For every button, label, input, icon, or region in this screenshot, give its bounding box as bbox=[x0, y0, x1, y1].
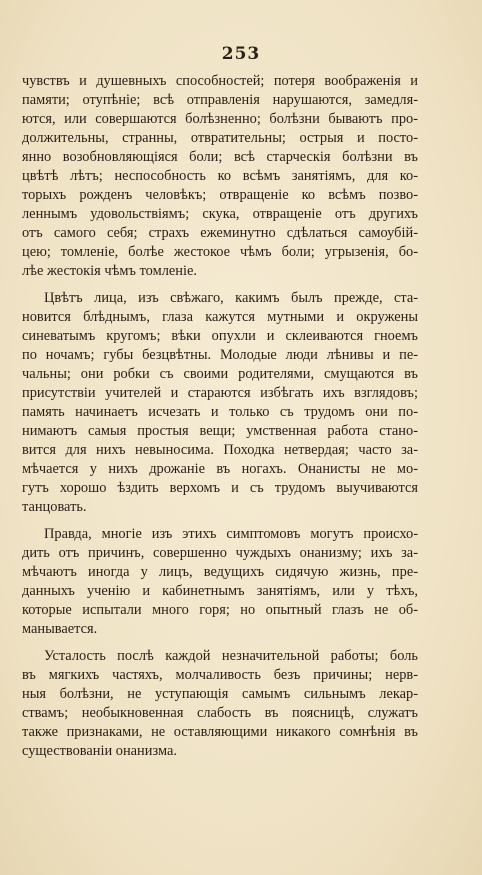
paragraph bbox=[22, 289, 418, 517]
text-line: нимаютъ самыя простыя вещи; умственная работа стано- bbox=[22, 423, 418, 439]
text-line: гутъ хорошо ѣздить верхомъ и съ трудомъ выучиваются bbox=[22, 480, 418, 496]
paragraph bbox=[22, 525, 418, 639]
body-text bbox=[22, 72, 418, 761]
text-line: мѣчаютъ иногда у лицъ, ведущихъ сидячую жизнь, пре- bbox=[22, 564, 418, 580]
text-line: цею; томленіе, болѣе жестокое чѣмъ боли; угрызенія, бо- bbox=[22, 244, 418, 260]
text-line: памяти; отупѣніе; всѣ отправленія нарушаются, замедля- bbox=[22, 92, 418, 108]
page-number: 253 bbox=[221, 44, 261, 64]
text-line: присутствіи учителей и стараются избѣгать ихъ взглядовъ; bbox=[22, 385, 418, 401]
text-line: янно возобновляющіяся боли; всѣ старческія болѣзни въ bbox=[22, 149, 418, 165]
text-line: цвѣтѣ лѣтъ; неспособность ко всѣмъ занятіямъ, для ко- bbox=[22, 168, 418, 184]
paragraph bbox=[22, 72, 418, 281]
text-line: ются, или совершаются болѣзненно; болѣзни бываютъ про- bbox=[22, 111, 418, 127]
text-line: чувствъ и душевныхъ способностей; потеря воображенія и bbox=[22, 73, 418, 89]
text-line: Усталость послѣ каждой незначительной работы; боль bbox=[44, 648, 418, 664]
text-line: торыхъ рожденъ человѣкъ; отвращеніе ко всѣмъ позво- bbox=[22, 187, 418, 203]
text-line: манывается. bbox=[22, 621, 98, 637]
text-line: леннымъ удовольствіямъ; скука, отвращеніе отъ другихъ bbox=[22, 206, 418, 222]
text-line: лѣе жестокія чѣмъ томленіе. bbox=[22, 263, 197, 279]
text-line: ствамъ; необыкновенная слабость въ поясницѣ, служатъ bbox=[22, 705, 418, 721]
text-line: мѣчается у нихъ дрожаніе въ ногахъ. Онанисты не мо- bbox=[22, 461, 418, 477]
text-line: также признаками, не оставляющими никакого сомнѣнія въ bbox=[22, 724, 418, 740]
text-line: память начинаетъ исчезать и только съ трудомъ они по- bbox=[22, 404, 418, 420]
text-line: по ночамъ; губы безцвѣтны. Молодые люди лѣнивы и пе- bbox=[22, 347, 418, 363]
paragraph bbox=[22, 647, 418, 761]
text-line: данныхъ ученію и кабинетнымъ занятіямъ, или у тѣхъ, bbox=[22, 583, 418, 599]
text-line: новится блѣднымъ, глаза кажутся мутными и окружены bbox=[22, 309, 418, 325]
text-line: Цвѣтъ лица, изъ свѣжаго, какимъ былъ прежде, ста- bbox=[44, 290, 418, 306]
text-line: отъ самого себя; страхъ ежеминутно сдѣлаться самоубій- bbox=[22, 225, 418, 241]
text-line: Правда, многіе изъ этихъ симптомовъ могутъ происхо- bbox=[44, 526, 418, 542]
text-line: дить отъ причинъ, совершенно чуждыхъ онанизму; ихъ за- bbox=[22, 545, 418, 561]
text-line: чальны; они робки съ своими родителями, смущаются въ bbox=[22, 366, 418, 382]
text-line: существованіи онанизма. bbox=[22, 743, 177, 759]
text-line: вится для нихъ невыносима. Походка нетвердая; часто за- bbox=[22, 442, 418, 458]
text-line: которые испытали много горя; но опытный глазъ не об- bbox=[22, 602, 418, 618]
text-line: ныя болѣзни, не уступающія самымъ сильнымъ лекар- bbox=[22, 686, 418, 702]
text-line: танцовать. bbox=[22, 499, 87, 515]
text-line: въ мягкихъ частяхъ, молчаливость безъ причины; нерв- bbox=[22, 667, 418, 683]
text-line: должительны, странны, отвратительны; острыя и посто- bbox=[22, 130, 418, 146]
text-line: синеватымъ кругомъ; вѣки опухли и склеиваются гноемъ bbox=[22, 328, 418, 344]
